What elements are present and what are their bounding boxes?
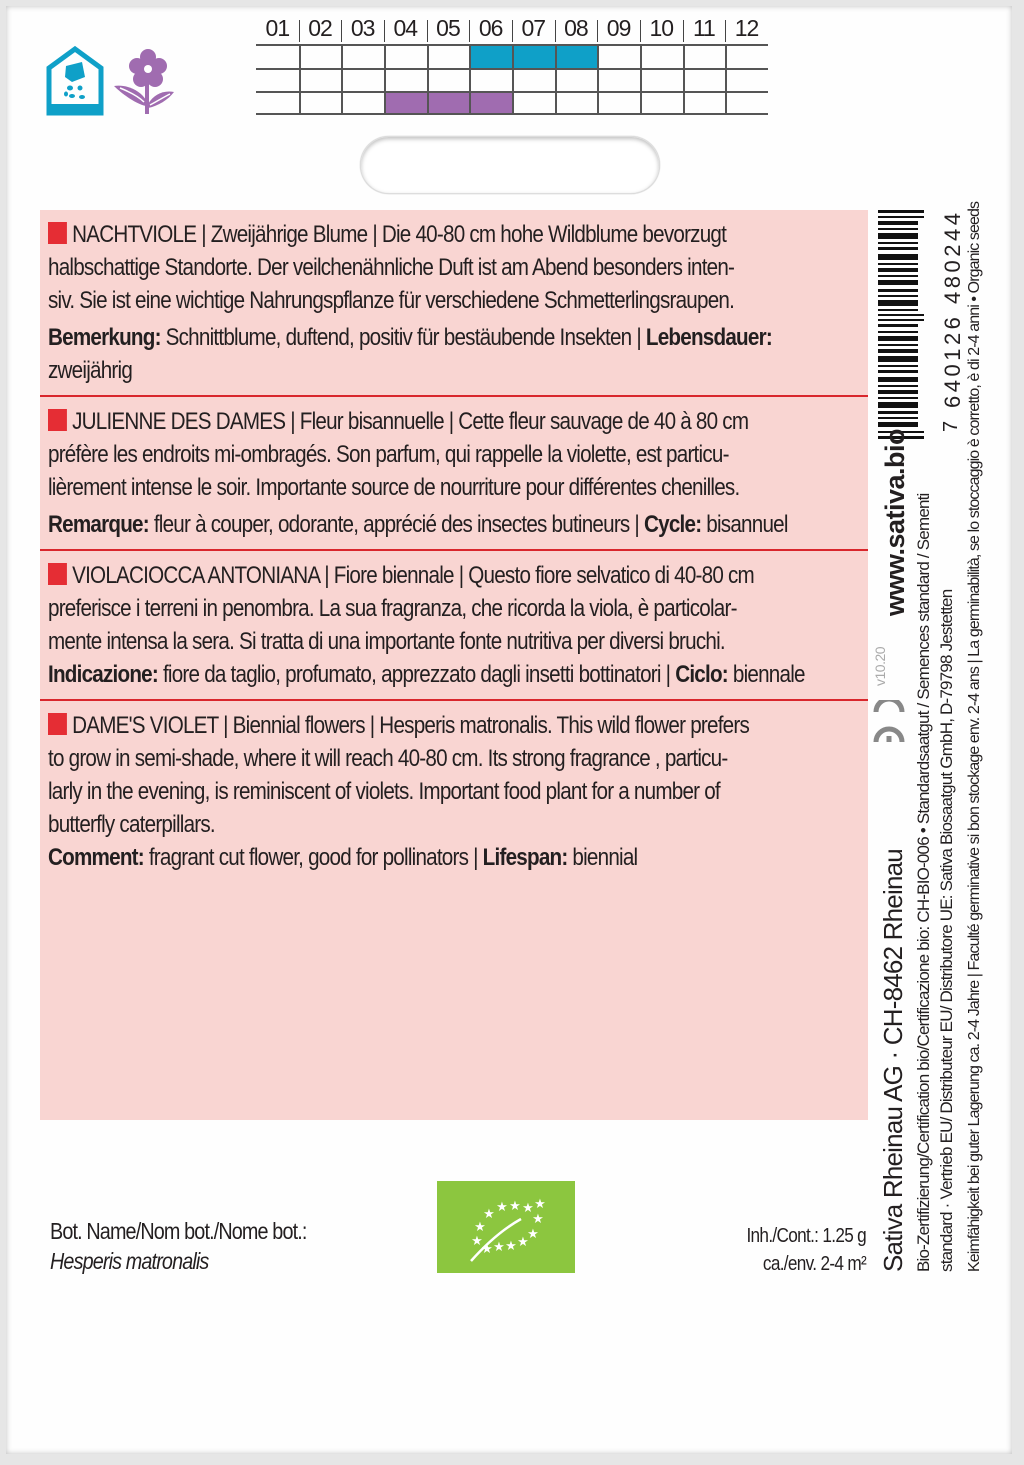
description-line: siv. Sie ist eine wichtige Nahrungspflanze für verschiedene Schmetterlingsraupen.	[48, 287, 735, 314]
note-text: fragrant cut flower, good for pollinators |	[143, 844, 483, 871]
certification-line-2: standard · Vertrieb EU/ Distributeur EU/ Distributore UE: Sativa Biosaatgut GmbH, D-79798 Jestetten	[937, 589, 956, 1272]
note-line	[48, 508, 788, 541]
svg-text:★: ★	[532, 1212, 544, 1227]
flower-icon	[112, 48, 176, 116]
barcode	[878, 210, 924, 440]
eu-organic-leaf-logo	[437, 1181, 575, 1273]
sowing-month-cell	[555, 46, 598, 68]
month-label: 12	[725, 12, 768, 44]
hang-hole	[360, 136, 660, 194]
note-line	[48, 658, 805, 691]
svg-text:★: ★	[493, 1240, 505, 1255]
description-line: mente intensa la sera. Si tratta di una importante fonte nutritiva per diversi bruchi.	[48, 628, 725, 655]
month-label: 05	[427, 12, 470, 44]
note-label: Indicazione:	[48, 661, 158, 688]
section-french	[40, 395, 868, 549]
flowering-month-cell	[469, 93, 512, 113]
sowing-flowering-calendar	[256, 12, 768, 115]
cycle-label: Ciclo:	[675, 661, 728, 688]
description-line: VIOLACIOCCA ANTONIANA | Fiore biennale | Questo fiore selvatico di 40-80 cm	[72, 562, 754, 589]
cycle-text: biennial	[567, 844, 638, 871]
description-line: preferisce i terreni in penombra. La sua fragranza, che ricorda la viola, è particolar-	[48, 595, 737, 622]
botanical-name-label: Bot. Name/Nom bot./Nome bot.:	[50, 1218, 307, 1244]
svg-text:★: ★	[505, 1239, 517, 1254]
svg-text:★: ★	[471, 1234, 483, 1249]
flowering-month-cell	[427, 93, 470, 113]
description-line: to grow in semi-shade, where it will reach 40-80 cm. Its strong fragrance , particu-	[48, 745, 728, 772]
month-label: 06	[469, 12, 512, 44]
botanical-name: Hesperis matronalis	[50, 1248, 209, 1274]
svg-text:★: ★	[474, 1220, 486, 1235]
description-line: halbschattige Standorte. Der veilchenähnliche Duft ist am Abend besonders inten-	[48, 254, 735, 281]
description-line: butterfly caterpillars.	[48, 811, 215, 838]
month-label: 02	[299, 12, 342, 44]
content-quantity	[727, 1222, 866, 1278]
website-url[interactable]: www.sativa.bio	[880, 428, 910, 616]
germination-info: Keimfähigkeit bei guter Lagerung ca. 2-4 Jahre | Faculté germinative si bon stockage env. 2-4 ans | La germinabilità, se lo stoccaggio è corretto, è di 2-4 anni • Organic seeds	[966, 201, 983, 1272]
month-label: 10	[640, 12, 683, 44]
sowing-month-cell	[512, 46, 555, 68]
note-text: fiore da taglio, profumato, apprezzato dagli insetti bottinatori |	[157, 661, 676, 688]
description-line: larly in the evening, is reminiscent of violets. Important food plant for a number of	[48, 778, 720, 805]
section-italian	[40, 549, 868, 699]
red-square-bullet	[48, 222, 67, 244]
svg-text:★: ★	[527, 1227, 539, 1242]
note-text: fleur à couper, odorante, apprécié des insectes butineurs |	[148, 511, 644, 538]
cycle-label: Lebensdauer:	[645, 324, 772, 351]
note-label: Bemerkung:	[48, 324, 161, 351]
calendar-row-sowing	[256, 44, 768, 68]
description-line: préfère les endroits mi-ombragés. Son parfum, qui rappelle la violette, est particu-	[48, 441, 729, 468]
cycle-text: biennale	[727, 661, 805, 688]
calendar-month-header	[256, 12, 768, 44]
greenhouse-sowing-icon	[46, 46, 104, 116]
description-line: DAME'S VIOLET | Biennial flowers | Hesperis matronalis. This wild flower prefers	[72, 712, 750, 739]
section-english	[40, 699, 868, 882]
month-label: 03	[341, 12, 384, 44]
content-weight: Inh./Cont.: 1.25 g	[746, 1225, 866, 1247]
svg-text:★: ★	[534, 1197, 546, 1212]
svg-text:★: ★	[517, 1235, 529, 1250]
note-line	[48, 321, 772, 354]
content-area: ca./env. 2-4 m²	[762, 1253, 866, 1275]
note-line	[48, 841, 746, 874]
version-label: v10.20	[872, 646, 888, 686]
ean-digits: 640126 480244	[940, 209, 965, 408]
flowering-month-cell	[384, 93, 427, 113]
cycle-text: zweijährig	[48, 357, 133, 384]
month-label: 09	[597, 12, 640, 44]
description-line: lièrement intense le soir. Importante source de nourriture pour différentes chenilles.	[48, 474, 740, 501]
svg-text:★: ★	[496, 1200, 508, 1215]
certification-line-1: Bio-Zertifizierung/Certification bio/Certificazione bio: CH-BIO-006 • Standardsaatgut / Semences standard / Sementi	[914, 493, 933, 1272]
month-label: 04	[384, 12, 427, 44]
section-german	[40, 210, 868, 395]
note-text: Schnittblume, duftend, positiv für bestäubende Insekten |	[160, 324, 646, 351]
description-panel	[40, 210, 868, 1120]
month-label: 07	[512, 12, 555, 44]
calendar-row-empty	[256, 68, 768, 92]
note-label: Remarque:	[48, 511, 149, 538]
note-label: Comment:	[48, 844, 144, 871]
calendar-row-flowering	[256, 91, 768, 115]
month-label: 01	[265, 15, 290, 41]
ean-prefix: 7	[940, 419, 962, 432]
svg-text:★: ★	[509, 1199, 521, 1214]
cycle-label: Lifespan:	[482, 844, 568, 871]
ce-mark-icon	[872, 700, 906, 748]
red-square-bullet	[48, 713, 67, 735]
company-address: Sativa Rheinau AG · CH-8462 Rheinau	[878, 849, 908, 1272]
cycle-label: Cycle:	[643, 511, 702, 538]
sowing-month-cell	[469, 46, 512, 68]
red-square-bullet	[48, 409, 67, 431]
red-square-bullet	[48, 563, 67, 585]
svg-text:★: ★	[481, 1242, 493, 1257]
month-label: 08	[555, 12, 598, 44]
cycle-text: bisannuel	[701, 511, 788, 538]
description-line: NACHTVIOLE | Zweijährige Blume | Die 40-80 cm hohe Wildblume bevorzugt	[72, 221, 727, 248]
svg-text:★: ★	[522, 1201, 534, 1216]
month-label: 11	[683, 12, 726, 44]
svg-text:★: ★	[483, 1207, 495, 1222]
description-line: JULIENNE DES DAMES | Fleur bisannuelle | Cette fleur sauvage de 40 à 80 cm	[72, 408, 749, 435]
